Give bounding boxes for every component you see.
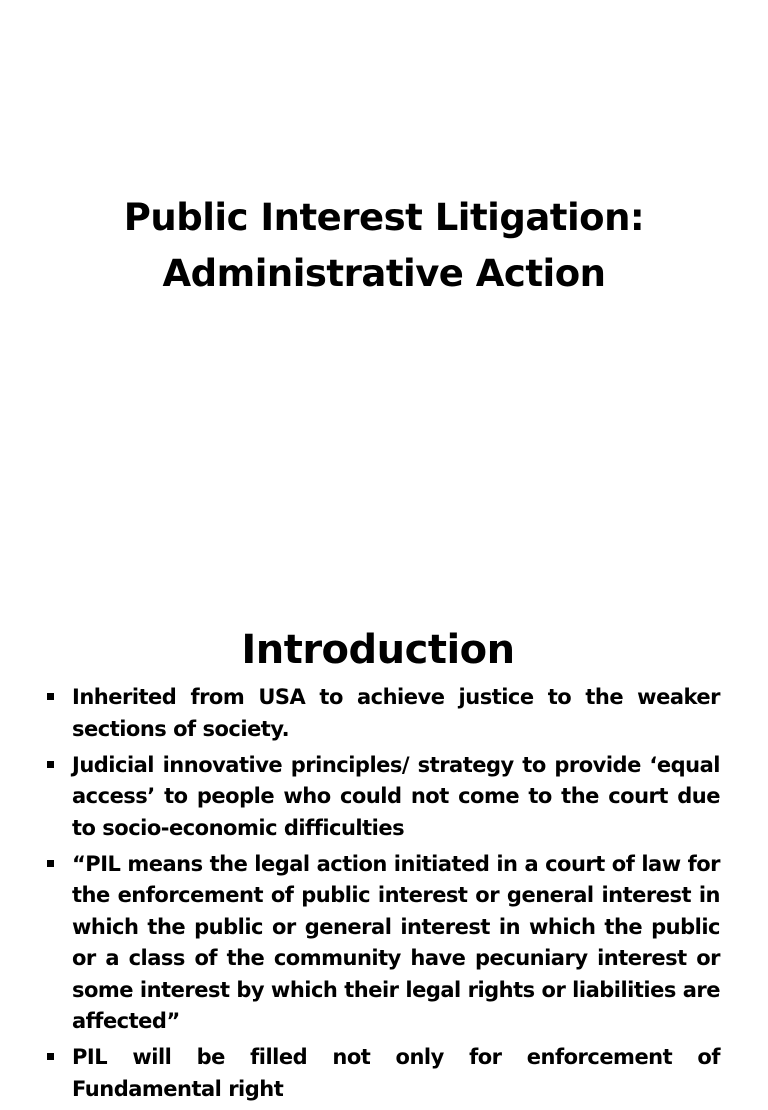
bullet-item — [72, 1042, 720, 1105]
slide-title-heading — [100, 190, 668, 302]
title-line-1: Public Interest Litigation: — [123, 196, 645, 239]
bullet-text: Inherited from USA to achieve justice to the weaker sections of society. — [72, 685, 720, 741]
bullet-text: Judicial innovative principles/ strategy to provide ‘equal access’ to people who could not come to the court due to socio-economic difficulties — [72, 752, 720, 840]
square-bullet-icon — [47, 860, 54, 867]
title-line-2: Administrative Action — [162, 252, 606, 295]
bullet-list — [72, 682, 720, 1110]
bullet-text: PIL will be filled not only for enforcement of Fundamental right — [72, 1045, 720, 1101]
slide-introduction — [0, 576, 768, 1101]
square-bullet-icon — [47, 1053, 54, 1060]
slide-heading: Introduction — [241, 627, 515, 673]
bullet-text: “PIL means the legal action initiated in a court of law for the enforcement of public interest or general interest in which the public or general interest in which the public or a class of the community have pecuniary interest or some interest by which their legal rights or liabilities are affected” — [72, 851, 720, 1033]
square-bullet-icon — [47, 761, 54, 768]
bullet-item — [72, 750, 720, 845]
square-bullet-icon — [47, 693, 54, 700]
bullet-item — [72, 682, 720, 745]
bullet-item — [72, 849, 720, 1038]
